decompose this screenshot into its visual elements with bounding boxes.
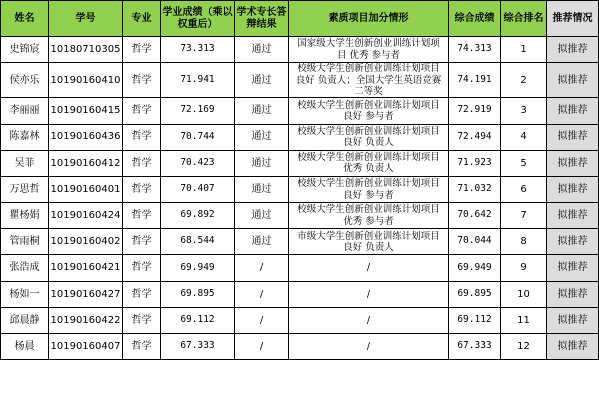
cell-total-score: 69.949 (449, 255, 501, 281)
cell-academic-score: 70.407 (161, 176, 235, 202)
cell-name: 管雨桐 (1, 229, 49, 255)
cell-major: 哲学 (123, 98, 161, 124)
table-row (1, 307, 599, 333)
cell-recommendation: 拟推荐 (547, 229, 599, 255)
cell-extra-points: 国家级大学生创新创业训练计划项目 优秀 参与者 (289, 37, 449, 63)
cell-academic-score: 70.423 (161, 150, 235, 176)
cell-extra-points: 校级大学生创新创业训练计划项目 良好 负责人；全国大学生英语竞赛 二等奖 (289, 63, 449, 98)
cell-recommendation: 拟推荐 (547, 98, 599, 124)
cell-extra-points: 校级大学生创新创业训练计划项目 优秀 参与者 (289, 203, 449, 229)
cell-rank: 9 (501, 255, 547, 281)
cell-major: 哲学 (123, 37, 161, 63)
cell-name: 邱晨静 (1, 307, 49, 333)
cell-defense-result: 通过 (235, 37, 289, 63)
cell-student-id: 10190160424 (49, 203, 123, 229)
cell-recommendation: 拟推荐 (547, 63, 599, 98)
cell-rank: 4 (501, 124, 547, 150)
cell-academic-score: 67.333 (161, 334, 235, 360)
cell-academic-score: 72.169 (161, 98, 235, 124)
cell-defense-result: 通过 (235, 229, 289, 255)
cell-recommendation: 拟推荐 (547, 150, 599, 176)
cell-rank: 10 (501, 281, 547, 307)
cell-defense-result: 通过 (235, 63, 289, 98)
cell-major: 哲学 (123, 255, 161, 281)
cell-major: 哲学 (123, 334, 161, 360)
cell-name: 张浩成 (1, 255, 49, 281)
cell-student-id: 10190160427 (49, 281, 123, 307)
cell-rank: 8 (501, 229, 547, 255)
cell-major: 哲学 (123, 203, 161, 229)
cell-name: 万思哲 (1, 176, 49, 202)
cell-rank: 2 (501, 63, 547, 98)
table-row (1, 229, 599, 255)
header-recommend: 推荐情况 (547, 1, 599, 37)
cell-major: 哲学 (123, 281, 161, 307)
cell-defense-result: 通过 (235, 124, 289, 150)
cell-total-score: 74.191 (449, 63, 501, 98)
cell-academic-score: 70.744 (161, 124, 235, 150)
cell-total-score: 71.032 (449, 176, 501, 202)
cell-recommendation: 拟推荐 (547, 176, 599, 202)
cell-rank: 6 (501, 176, 547, 202)
cell-total-score: 74.313 (449, 37, 501, 63)
cell-student-id: 10190160436 (49, 124, 123, 150)
cell-defense-result: / (235, 334, 289, 360)
cell-rank: 12 (501, 334, 547, 360)
cell-extra-points: / (289, 307, 449, 333)
cell-student-id: 10190160412 (49, 150, 123, 176)
cell-name: 杨如一 (1, 281, 49, 307)
cell-recommendation: 拟推荐 (547, 124, 599, 150)
table-row (1, 334, 599, 360)
cell-defense-result: / (235, 255, 289, 281)
cell-major: 哲学 (123, 229, 161, 255)
cell-major: 哲学 (123, 150, 161, 176)
cell-extra-points: / (289, 334, 449, 360)
header-score: 学业成绩（乘以权重后） (161, 1, 235, 37)
cell-defense-result: / (235, 307, 289, 333)
header-total: 综合成绩 (449, 1, 501, 37)
cell-recommendation: 拟推荐 (547, 334, 599, 360)
cell-student-id: 10190160410 (49, 63, 123, 98)
cell-total-score: 69.112 (449, 307, 501, 333)
cell-major: 哲学 (123, 124, 161, 150)
cell-rank: 11 (501, 307, 547, 333)
cell-rank: 5 (501, 150, 547, 176)
cell-total-score: 67.333 (449, 334, 501, 360)
cell-name: 陈嘉林 (1, 124, 49, 150)
cell-recommendation: 拟推荐 (547, 307, 599, 333)
table-row (1, 124, 599, 150)
header-id: 学号 (49, 1, 123, 37)
table-row (1, 176, 599, 202)
cell-academic-score: 69.112 (161, 307, 235, 333)
header-extra: 素质项目加分情形 (289, 1, 449, 37)
cell-total-score: 70.642 (449, 203, 501, 229)
header-major: 专业 (123, 1, 161, 37)
cell-academic-score: 73.313 (161, 37, 235, 63)
cell-name: 吴菲 (1, 150, 49, 176)
cell-academic-score: 68.544 (161, 229, 235, 255)
header-name: 姓名 (1, 1, 49, 37)
cell-extra-points: / (289, 255, 449, 281)
cell-major: 哲学 (123, 63, 161, 98)
cell-academic-score: 69.949 (161, 255, 235, 281)
header-row (1, 1, 599, 37)
cell-recommendation: 拟推荐 (547, 281, 599, 307)
cell-extra-points: 校级大学生创新创业训练计划项目 良好 负责人 (289, 124, 449, 150)
cell-total-score: 72.919 (449, 98, 501, 124)
cell-major: 哲学 (123, 176, 161, 202)
cell-academic-score: 69.895 (161, 281, 235, 307)
cell-academic-score: 69.892 (161, 203, 235, 229)
cell-extra-points: 校级大学生创新创业训练计划项目 良好 参与者 (289, 98, 449, 124)
cell-recommendation: 拟推荐 (547, 37, 599, 63)
cell-extra-points: 市级大学生创新创业训练计划项目 良好 负责人 (289, 229, 449, 255)
cell-name: 杨晨 (1, 334, 49, 360)
table-row (1, 281, 599, 307)
cell-extra-points: 校级大学生创新创业训练计划项目 优秀 负责人 (289, 150, 449, 176)
cell-defense-result: 通过 (235, 176, 289, 202)
cell-total-score: 70.044 (449, 229, 501, 255)
cell-rank: 3 (501, 98, 547, 124)
cell-student-id: 10190160402 (49, 229, 123, 255)
cell-total-score: 69.895 (449, 281, 501, 307)
cell-total-score: 71.923 (449, 150, 501, 176)
cell-student-id: 10180710305 (49, 37, 123, 63)
cell-recommendation: 拟推荐 (547, 203, 599, 229)
cell-name: 瞿杨娟 (1, 203, 49, 229)
header-rank: 综合排名 (501, 1, 547, 37)
table-row (1, 37, 599, 63)
table-row (1, 98, 599, 124)
header-defense: 学术专长答辩结果 (235, 1, 289, 37)
cell-name: 李丽丽 (1, 98, 49, 124)
cell-total-score: 72.494 (449, 124, 501, 150)
cell-student-id: 10190160415 (49, 98, 123, 124)
table-row (1, 255, 599, 281)
cell-extra-points: / (289, 281, 449, 307)
cell-defense-result: 通过 (235, 98, 289, 124)
cell-rank: 7 (501, 203, 547, 229)
cell-academic-score: 71.941 (161, 63, 235, 98)
cell-defense-result: 通过 (235, 203, 289, 229)
cell-name: 史锦宸 (1, 37, 49, 63)
cell-major: 哲学 (123, 307, 161, 333)
table-row (1, 150, 599, 176)
cell-extra-points: 校级大学生创新创业训练计划项目 良好 参与者 (289, 176, 449, 202)
table-row (1, 203, 599, 229)
cell-student-id: 10190160407 (49, 334, 123, 360)
cell-student-id: 10190160401 (49, 176, 123, 202)
cell-defense-result: 通过 (235, 150, 289, 176)
cell-rank: 1 (501, 37, 547, 63)
cell-student-id: 10190160422 (49, 307, 123, 333)
cell-student-id: 10190160421 (49, 255, 123, 281)
cell-defense-result: / (235, 281, 289, 307)
cell-name: 侯亦乐 (1, 63, 49, 98)
table-row (1, 63, 599, 98)
cell-recommendation: 拟推荐 (547, 255, 599, 281)
